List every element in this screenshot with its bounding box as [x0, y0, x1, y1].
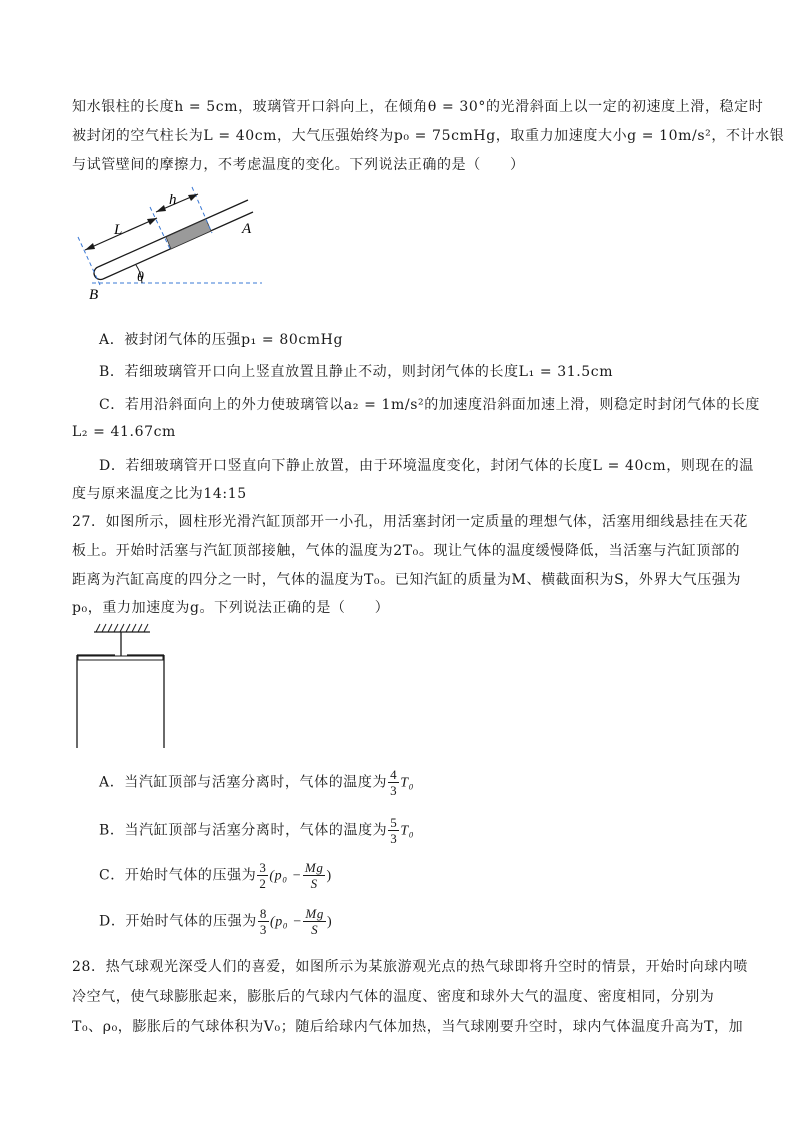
- q28-line-3: T₀、ρ₀，膨胀后的气球体积为V₀；随后给球内气体加热，当气球刚要升空时，球内气体温度升高为T，加: [72, 1019, 744, 1035]
- q27-line-4: p₀，重力加速度为g。下列说法正确的是（ ）: [72, 600, 390, 616]
- q26-line-2: 被封闭的空气柱长为L = 40cm，大气压强始终为p₀ = 75cmHg，取重力加速度大小g = 10m/s²，不计水银: [72, 128, 785, 144]
- q27-option-a-tail: T₀: [400, 775, 415, 791]
- q27-option-c-inner-numerator: Mg: [304, 860, 324, 875]
- length-L-arrow-head-right: [147, 218, 157, 225]
- length-L-arrow-head-left: [85, 243, 95, 250]
- q27-option-c-denominator: 2: [259, 876, 267, 891]
- mercury-column: [166, 219, 211, 249]
- q27-option-c-inner-fraction: [303, 860, 326, 891]
- q27-line-1: 27．如图所示，圆柱形光滑汽缸顶部开一小孔，用活塞封闭一定质量的理想气体，活塞用细线悬挂在天花: [72, 514, 749, 530]
- label-h: h: [169, 192, 177, 208]
- length-h-arrow-head-left: [156, 205, 166, 212]
- q27-option-d-denominator: 3: [259, 922, 267, 937]
- length-h-arrow-head-right: [188, 194, 198, 201]
- piston: [78, 656, 163, 660]
- q27-line-2: 板上。开始时活塞与汽缸顶部接触，气体的温度为2T₀。现让气体的温度缓慢降低，当活塞与汽缸顶部的: [72, 543, 741, 559]
- q27-option-b: [99, 815, 414, 846]
- q26-line-1: 知水银柱的长度h = 5cm，玻璃管开口斜向上，在倾角θ = 30°的光滑斜面上以一定的初速度上滑，稳定时: [72, 99, 764, 115]
- tube-closed-end: [94, 267, 103, 280]
- q26-line-3: 与试管壁间的摩擦力，不考虑温度的变化。下列说法正确的是（ ）: [72, 157, 525, 173]
- q27-option-c-fraction: [257, 860, 268, 891]
- q26-option-c-line-2: L₂ = 41.67cm: [72, 424, 176, 440]
- q27-option-d-numerator: 8: [259, 906, 267, 921]
- q26-option-c-line-1: C．若用沿斜面向上的外力使玻璃管以a₂ = 1m/s²的加速度沿斜面加速上滑，则稳定时封闭气体的长度: [99, 397, 760, 413]
- q27-option-c-inner-denominator: S: [310, 876, 318, 891]
- q26-option-a: A．被封闭气体的压强p₁ = 80cmHg: [99, 332, 344, 348]
- q27-option-b-text: B．当汽缸顶部与活塞分离时，气体的温度为: [99, 822, 388, 839]
- label-L: L: [114, 222, 123, 238]
- q27-option-c-numerator: 3: [259, 860, 267, 875]
- q27-option-d-end: ): [326, 914, 333, 930]
- ceiling-hatch: [96, 624, 148, 632]
- q27-option-c-mid: (p₀ −: [269, 868, 302, 884]
- q28-line-2: 冷空气，使气球膨胀起来，膨胀后的气球内气体的温度、密度和球外大气的温度、密度相同，分别为: [72, 989, 715, 1005]
- label-A: A: [242, 221, 252, 237]
- q28-line-1: 28．热气球观光深受人们的喜爱，如图所示为某旅游观光点的热气球即将升空时的情景，开始时向球内喷: [72, 959, 749, 975]
- q27-option-b-tail: T₀: [400, 823, 415, 839]
- q27-option-c-end: ): [326, 868, 332, 884]
- q27-option-d-fraction: [258, 906, 269, 937]
- label-B: B: [89, 287, 99, 303]
- q27-option-a-numerator: 4: [390, 767, 398, 782]
- q27-option-a-text: A．当汽缸顶部与活塞分离时，气体的温度为: [99, 774, 388, 791]
- q27-option-c: [99, 860, 332, 891]
- q27-option-b-numerator: 5: [390, 815, 398, 830]
- q27-option-d-inner-numerator: Mg: [305, 906, 324, 921]
- q27-option-d-mid: (p₀ −: [269, 914, 303, 930]
- q27-option-d: [99, 906, 332, 937]
- cylinder-figure: [70, 620, 170, 752]
- marker-line-mid: [150, 207, 171, 251]
- q27-option-d-text: D．开始时气体的压强为: [99, 913, 257, 930]
- q26-option-b: B．若细玻璃管开口向上竖直放置且静止不动，则封闭气体的长度L₁ = 31.5cm: [99, 364, 614, 380]
- q27-option-b-fraction: [388, 815, 399, 846]
- q27-option-c-text: C．开始时气体的压强为: [99, 867, 257, 884]
- q27-option-d-inner-denominator: S: [311, 922, 319, 937]
- q27-option-a: [99, 767, 414, 798]
- label-theta: θ: [137, 270, 144, 285]
- q27-line-3: 距离为汽缸高度的四分之一时，气体的温度为T₀。已知汽缸的质量为M、横截面积为S，外界大气压强为: [72, 572, 742, 588]
- q27-option-b-denominator: 3: [390, 831, 398, 846]
- q26-option-d-line-1: D．若细玻璃管开口竖直向下静止放置，由于环境温度变化，封闭气体的长度L = 40cm，则现在的温: [99, 458, 754, 474]
- q27-option-d-inner-fraction: [303, 906, 326, 937]
- q27-option-a-fraction: [388, 767, 399, 798]
- incline-tube-figure: [70, 185, 285, 305]
- q26-option-d-line-2: 度与原来温度之比为14:15: [72, 486, 247, 502]
- q27-option-a-denominator: 3: [390, 783, 398, 798]
